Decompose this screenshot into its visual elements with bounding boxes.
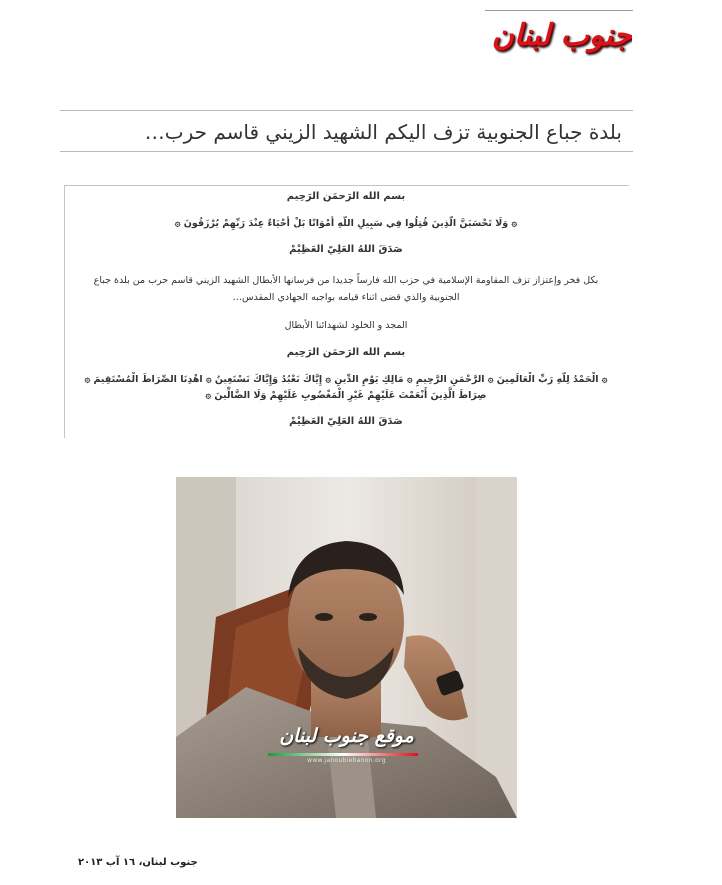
surah-fatiha: ۞ الْحَمْدُ لِلَّهِ رَبِّ الْعَالَمِينَ ۞ الرَّحْمَنِ الرَّحِيمِ ۞ مَالِكِ يَوْمِ الدِّينِ ۞ إِيَّاكَ نَعْبُدُ وَإِيَّاكَ نَسْتَعِينُ ۞ اهْدِنَا الصِّرَاطَ الْمُسْتَقِيمَ ۞ صِرَاطَ الَّذِينَ أَنْعَمْتَ عَلَيْهِمْ غَيْرِ الْمَغْضُوبِ عَلَيْهِمْ وَلَا الضَّالِّينَ ۞ [84, 374, 608, 401]
article-title: بلدة جباع الجنوبية تزف اليكم الشهيد الزيني قاسم حرب… [144, 120, 622, 144]
martyr-photo [176, 477, 517, 818]
quran-verse: ۞ وَلَا تَحْسَبَنَّ الَّذِينَ قُتِلُوا فِي سَبِيلِ اللَّهِ أَمْوَاتًا بَلْ أَحْيَاءٌ عِنْدَ رَبِّهِمْ يُرْزَقُونَ ۞ [174, 218, 518, 229]
basmala-line: بسم الله الرَحمَن الرَحِيم [286, 191, 406, 202]
portrait-image [176, 477, 517, 818]
title-divider-top [60, 110, 633, 111]
basmala-line-2: بسم الله الرَحمَن الرَحِيم [286, 347, 406, 358]
announcement-text: بكل فخر وإعتزاز تزف المقاومة الإسلامية في حزب الله فارساً جديدا من فرسانها الأبطال الشهيد الزيني قاسم حرب من بلدة جباع الجنوبية والذي قضى اثناء قيامه بواجبه الجهادي المقدس… [93, 275, 599, 303]
sadaq-line: صَدَقَ اللهُ العَلِيّ العَظِيْمْ [289, 244, 403, 255]
sadaq-line-2: صَدَقَ اللهُ العَلِيّ العَظِيْمْ [289, 416, 403, 427]
photo-watermark: موقع جنوب لبنان [279, 725, 414, 747]
footer-dateline: جنوب لبنان، ١٦ آب ٢٠١٣ [78, 857, 198, 868]
glory-line: المجد و الخلود لشهدائنا الأبطال [284, 320, 408, 331]
article-body [72, 189, 620, 430]
watermark-flag-bar [268, 753, 418, 756]
logo-divider [485, 10, 633, 11]
photo-watermark-url: www.janoubiebanon.org [307, 757, 386, 764]
site-logo[interactable]: جنوب لبنان [491, 18, 632, 53]
title-divider-bottom [60, 151, 633, 152]
